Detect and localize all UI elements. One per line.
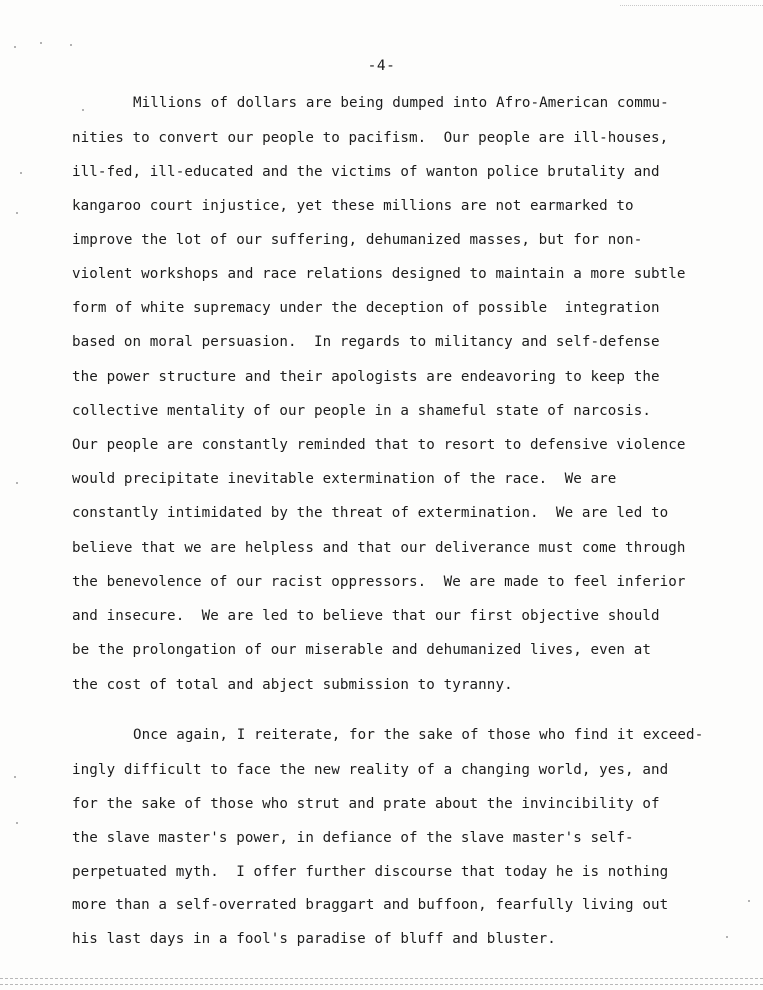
paragraph-1-line-3: ill-fed, ill-educated and the victims of wanton police brutality and bbox=[72, 164, 660, 180]
paragraph-1-line-10: collective mentality of our people in a shameful state of narcosis. bbox=[72, 403, 651, 419]
scan-speck bbox=[16, 482, 18, 484]
paragraph-1-line-1: Millions of dollars are being dumped into Afro-American commu- bbox=[133, 95, 669, 111]
paragraph-1-line-13: constantly intimidated by the threat of extermination. We are led to bbox=[72, 505, 669, 521]
paragraph-2-line-3: for the sake of those who strut and prate about the invincibility of bbox=[72, 796, 660, 812]
paragraph-1-line-14: believe that we are helpless and that our deliverance must come through bbox=[72, 540, 686, 556]
paragraph-2-line-6: more than a self-overrated braggart and buffoon, fearfully living out bbox=[72, 897, 669, 913]
scan-artifact-bottom bbox=[0, 978, 763, 979]
paragraph-1-line-18: the cost of total and abject submission to tyranny. bbox=[72, 677, 513, 693]
scan-speck bbox=[14, 46, 16, 48]
scan-artifact-bottom bbox=[0, 984, 763, 985]
paragraph-1-line-17: be the prolongation of our miserable and dehumanized lives, even at bbox=[72, 642, 651, 658]
paragraph-1-line-8: based on moral persuasion. In regards to militancy and self-defense bbox=[72, 334, 660, 350]
paragraph-2-line-4: the slave master's power, in defiance of the slave master's self- bbox=[72, 830, 634, 846]
scan-speck bbox=[82, 109, 84, 111]
paragraph-1-line-6: violent workshops and race relations designed to maintain a more subtle bbox=[72, 266, 686, 282]
scan-speck bbox=[748, 900, 750, 902]
page-number: -4- bbox=[367, 58, 396, 74]
scan-speck bbox=[20, 172, 22, 174]
paragraph-2-line-2: ingly difficult to face the new reality of a changing world, yes, and bbox=[72, 762, 669, 778]
paragraph-2-line-5: perpetuated myth. I offer further discourse that today he is nothing bbox=[72, 864, 669, 880]
paragraph-1-line-2: nities to convert our people to pacifism. Our people are ill-houses, bbox=[72, 130, 669, 146]
paragraph-1-line-7: form of white supremacy under the deception of possible integration bbox=[72, 300, 660, 316]
paragraph-1-line-11: Our people are constantly reminded that to resort to defensive violence bbox=[72, 437, 686, 453]
scan-speck bbox=[16, 212, 18, 214]
paragraph-1-line-12: would precipitate inevitable extermination of the race. We are bbox=[72, 471, 617, 487]
paragraph-2-line-1: Once again, I reiterate, for the sake of those who find it exceed- bbox=[133, 727, 704, 743]
scan-speck bbox=[726, 936, 728, 938]
paragraph-1-line-4: kangaroo court injustice, yet these millions are not earmarked to bbox=[72, 198, 634, 214]
scan-speck bbox=[70, 44, 72, 46]
paragraph-1-line-16: and insecure. We are led to believe that our first objective should bbox=[72, 608, 660, 624]
paragraph-1-line-15: the benevolence of our racist oppressors. We are made to feel inferior bbox=[72, 574, 686, 590]
scan-speck bbox=[16, 822, 18, 824]
scan-speck bbox=[14, 776, 16, 778]
paragraph-2-line-7: his last days in a fool's paradise of bluff and bluster. bbox=[72, 931, 556, 947]
scan-speck bbox=[40, 42, 42, 44]
paragraph-1-line-9: the power structure and their apologists are endeavoring to keep the bbox=[72, 369, 660, 385]
paragraph-1-line-5: improve the lot of our suffering, dehumanized masses, but for non- bbox=[72, 232, 643, 248]
scan-artifact-top bbox=[620, 5, 763, 6]
